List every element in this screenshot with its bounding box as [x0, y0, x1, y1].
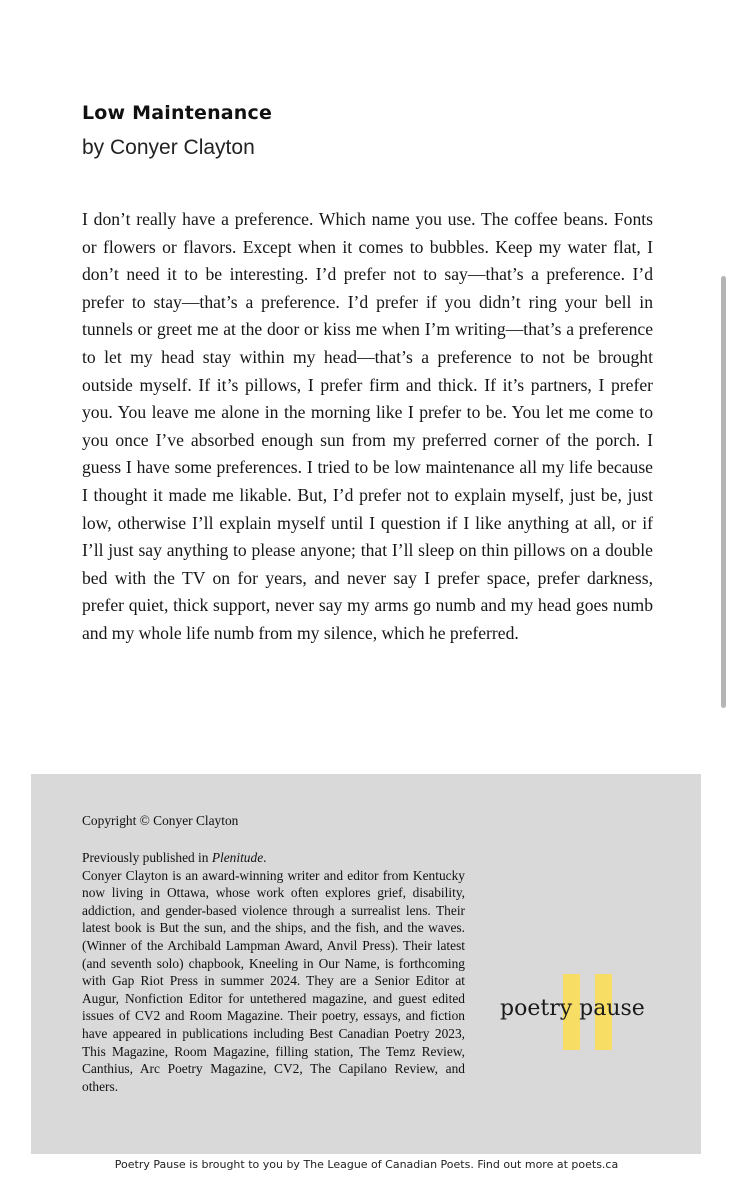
poetry-pause-logo [500, 974, 670, 1052]
author-bio-block [82, 849, 465, 1095]
poem-body: I don’t really have a preference. Which name you use. The coffee beans. Fonts or flowers or flavors. Except when it comes to bubbles. Keep my water flat, I don’t need it to be interesting. I’d prefer not to say—that’s a preference. I’d prefer to stay—that’s a preference. I’d prefer if you didn’t ring your bell in tunnels or greet me at the door or kiss me when I’m writing—that’s a preference to let my head stay within my head—that’s a preference to not be brought outside myself. If it’s pillows, I prefer firm and thick. If it’s partners, I prefer you. You leave me alone in the morning like I prefer to be. You let me come to you once I’ve absorbed enough sun from my preferred corner of the porch. I guess I have some preferences. I tried to be low maintenance all my life because I thought it made me likable. But, I’d prefer not to explain myself, just be, just low, otherwise I’ll explain myself until I question if I like anything at all, or if I’ll just say anything to please anyone; that I’ll sleep on thin pillows on a double bed with the TV on for years, and never say I prefer space, prefer darkness, prefer quiet, thick support, never say my arms go numb and my head goes numb and my whole life numb from my silence, which he preferred. [82, 209, 653, 643]
logo-text: poetry pause [500, 996, 645, 1021]
previously-published-label: Previously published in [82, 850, 212, 865]
poem-title: Low Maintenance [82, 102, 273, 124]
previously-published-end: . [263, 850, 267, 865]
previously-published-title: Plenitude [211, 850, 264, 865]
scrollbar[interactable] [721, 276, 726, 708]
copyright-notice: Copyright © Conyer Clayton [82, 813, 239, 828]
poem-byline: by Conyer Clayton [82, 136, 255, 159]
bottom-note: Poetry Pause is brought to you by The League of Canadian Poets. Find out more at poets.ca [114, 1158, 619, 1171]
author-bio: Conyer Clayton is an award-winning writer and editor from Kentucky now living in Ottawa, whose work often explores grief, disability, addiction, and gender-based violence through a surrealist lens. Their latest book is But the sun, and the ships, and the fish, and the waves. (Winner of the Archibald Lampman Award, Anvil Press). Their latest (and seventh solo) chapbook, Kneeling in Our Name, is forthcoming with Gap Riot Press in summer 2024. They are a Senior Editor at Augur, Nonfiction Editor for untethered magazine, and guest edited issues of CV2 and Room Magazine. Their poetry, essays, and fiction have appeared in publications including Best Canadian Poetry 2023, This Magazine, Room Magazine, filling station, The Temz Review, Canthius, Arc Poetry Magazine, CV2, The Capilano Review, and others. [82, 867, 465, 1094]
